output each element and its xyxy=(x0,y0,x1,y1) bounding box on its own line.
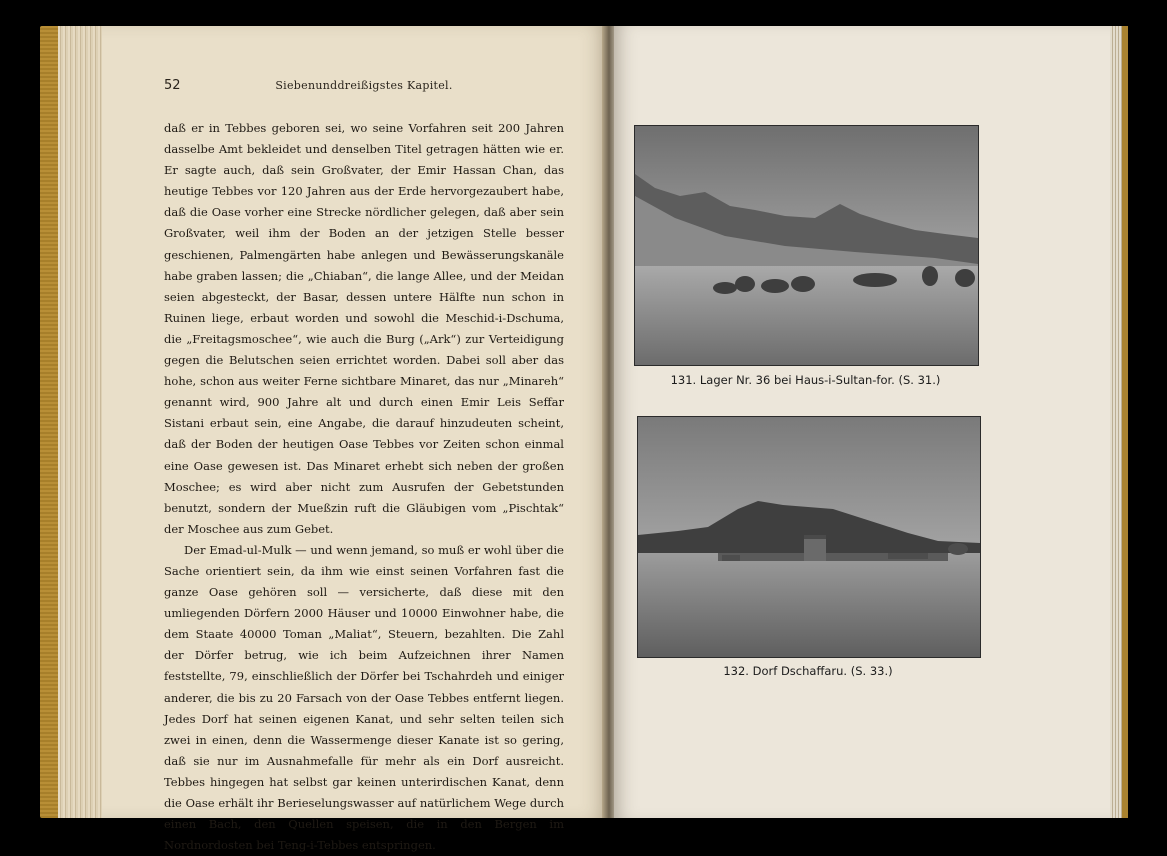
photo-village-dschaffaru xyxy=(637,416,981,658)
body-text xyxy=(164,118,564,856)
page-number: 52 xyxy=(164,78,181,93)
page-edges-left xyxy=(58,26,104,818)
chapter-title: Siebenunddreißigstes Kapitel. xyxy=(275,79,453,92)
paragraph: daß er in Tebbes geboren sei, wo seine Vorfahren seit 200 Jahren dasselbe Amt bekleidet und denselben Titel getragen hätten wie er. Er sagte auch, daß sein Großvater, der Emir Hassan Chan, das heutige Tebbes vor 120 Jahren aus der Erde hervorgezaubert habe, daß die Oase vorher eine Strecke nördlicher gelegen, daß aber sein Großvater, weil ihm der Boden an der jetzigen Stelle besser geschienen, Palmengärten habe anlegen und Bewässerungskanäle habe graben lassen; die „Chiaban“, die lange Allee, und der Meidan seien abgesteckt, der Basar, dessen untere Hälfte nun schon in Ruinen liege, erbaut worden und sowohl die Meschid-i-Dschuma, die „Freitagsmoschee“, wie auch die Burg („Ark“) zur Verteidigung gegen die Belutschen seien errichtet worden. Dabei soll aber das hohe, schon aus weiter Ferne sichtbare Minaret, das nur „Minareh“ genannt wird, 900 Jahre alt und durch einen Emir Leis Seffar Sistani erbaut sein, eine Angabe, die darauf hinzudeuten scheint, daß der Boden der heutigen Oase Tebbes vor Zeiten schon einmal eine Oase gewesen ist. Das Minaret erhebt sich neben der großen Moschee; es wird aber nicht zum Ausrufen der Gebetstunden benutzt, sondern der Mueßzin ruft die Gläubigen vom „Pischtak“ der Moschee aus zum Gebet. xyxy=(164,121,564,536)
figure-caption: 132. Dorf Dschaffaru. (S. 33.) xyxy=(723,664,893,678)
book-cover-right xyxy=(1122,26,1128,818)
paragraph: Der Emad-ul-Mulk — und wenn jemand, so muß er wohl über die Sache orientiert sein, da ihm wie einst seinen Vorfahren fast die ganze Oase gehören soll — versicherte, daß diese mit den umliegenden Dörfern 2000 Häuser und 10000 Einwohner habe, die dem Staate 40000 Toman „Maliat“, Steuern, bezahlten. Die Zahl der Dörfer betrug, wie ich beim Aufzeichnen ihrer Namen feststellte, 79, einschließlich der Dörfer bei Tschahrdeh und einiger anderer, die bis zu 20 Farsach von der Oase Tebbes entfernt liegen. Jedes Dorf hat seinen eigenen Kanat, und sehr selten teilen sich zwei in einen, denn die Wassermenge dieser Kanate ist so gering, daß sie nur im Ausnahmefalle für mehr als ein Dorf ausreicht. Tebbes hingegen hat selbst gar keinen unterirdischen Kanat, denn die Oase erhält ihr Berieselungswasser auf natürlichem Wege durch einen Bach, den Quellen speisen, die in den Bergen im Nordnordosten bei Teng-i-Tebbes entspringen. xyxy=(164,542,564,853)
running-header xyxy=(164,78,564,96)
figure-caption: 131. Lager Nr. 36 bei Haus-i-Sultan-for. (S. 31.) xyxy=(670,373,941,387)
book-cover-left xyxy=(40,26,60,818)
photo-camp-landscape xyxy=(634,125,979,366)
